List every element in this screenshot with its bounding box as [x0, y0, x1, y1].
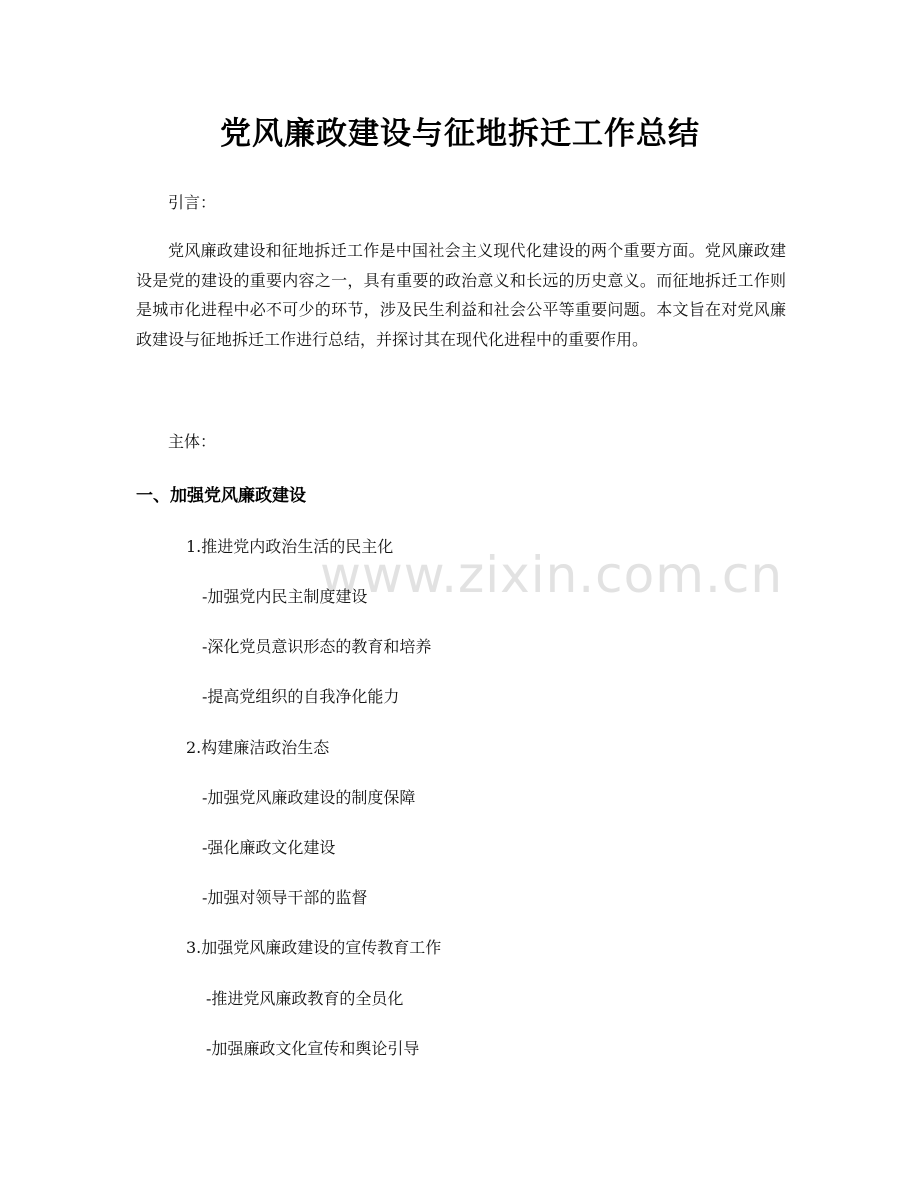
subitem-1-3: -提高党组织的自我净化能力 [202, 687, 400, 706]
section-heading: 一、加强党风廉政建设 [136, 486, 306, 506]
intro-label: 引言： [168, 193, 217, 212]
intro-paragraph: 党风廉政建设和征地拆迁工作是中国社会主义现代化建设的两个重要方面。党风廉政建设是党的建设的重要内容之一，具有重要的政治意义和长远的历史意义。而征地拆迁工作则是城市化进程中必不可少的环节，涉及民生利益和社会公平等重要问题。本文旨在对党风廉政建设与征地拆迁工作进行总结，并探讨其在现代化进程中的重要作用。 [136, 241, 786, 349]
item-1: 1.推进党内政治生活的民主化 [186, 537, 394, 556]
watermark: www.zixin.com.cn [320, 546, 784, 604]
subitem-3-1: -推进党风廉政教育的全员化 [206, 989, 404, 1008]
subitem-2-3: -加强对领导干部的监督 [202, 888, 368, 907]
subitem-1-2: -深化党员意识形态的教育和培养 [202, 637, 432, 656]
subitem-3-2: -加强廉政文化宣传和舆论引导 [206, 1039, 420, 1058]
item-3: 3.加强党风廉政建设的宣传教育工作 [186, 938, 442, 957]
subitem-2-1: -加强党风廉政建设的制度保障 [202, 788, 416, 807]
subitem-2-2: -强化廉政文化建设 [202, 838, 336, 857]
body-label: 主体： [168, 432, 217, 451]
subitem-1-1: -加强党内民主制度建设 [202, 587, 368, 606]
item-2: 2.构建廉洁政治生态 [186, 738, 330, 757]
document-title: 党风廉政建设与征地拆迁工作总结 [220, 116, 700, 152]
